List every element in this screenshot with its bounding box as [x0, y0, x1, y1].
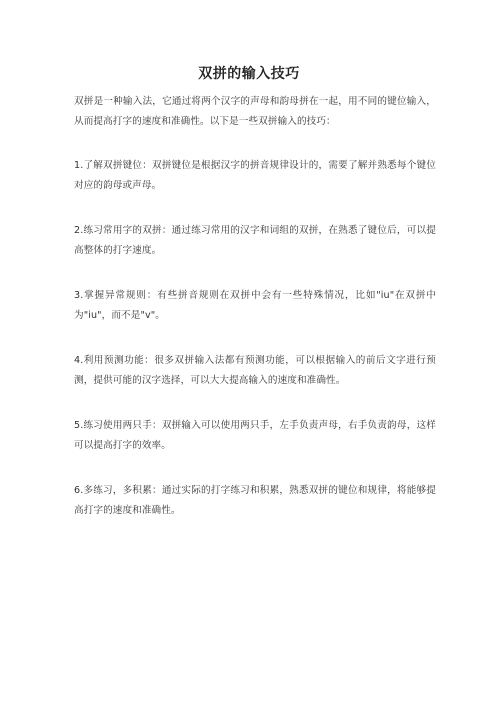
tip-item: 2.练习常用字的双拼：通过练习常用的汉字和词组的双拼，在熟悉了键位后，可以提高整体的打字速度。	[74, 225, 436, 256]
tip-item: 1.了解双拼键位：双拼键位是根据汉字的拼音规律设计的，需要了解并熟悉每个键位对应的韵母或声母。	[74, 160, 436, 191]
tip-item: 3.掌握异常规则：有些拼音规则在双拼中会有一些特殊情况，比如"iu"在双拼中为"iu"，而不是"v"。	[74, 290, 436, 321]
tip-item: 4.利用预测功能：很多双拼输入法都有预测功能，可以根据输入的前后文字进行预测，提供可能的汉字选择，可以大大提高输入的速度和准确性。	[74, 355, 436, 386]
tip-item: 6.多练习，多积累：通过实际的打字练习和积累，熟悉双拼的键位和规律，将能够提高打字的速度和准确性。	[74, 485, 436, 516]
intro-paragraph: 双拼是一种输入法，它通过将两个汉字的声母和韵母拼在一起，用不同的键位输入，从而提高打字的速度和准确性。以下是一些双拼输入的技巧：	[74, 96, 436, 127]
tip-item: 5.练习使用两只手：双拼输入可以使用两只手，左手负责声母，右手负责韵母，这样可以提高打字的效率。	[74, 420, 436, 451]
document-title: 双拼的输入技巧	[198, 66, 300, 82]
tips-list	[74, 156, 436, 521]
